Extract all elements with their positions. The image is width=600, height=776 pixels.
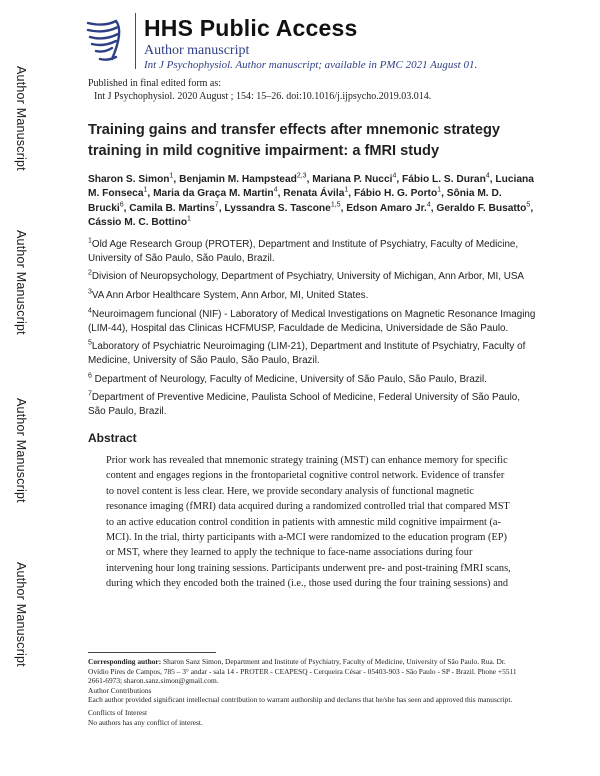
affiliation-text: Old Age Research Group (PROTER), Department and Institute of Psychiatry, Faculty of Medicine, University of São Paulo, São Paulo, Brazil. [88, 239, 519, 264]
author-affiliation-ref: 4 [392, 172, 397, 180]
author-name: Edson Amaro Jr. [346, 202, 427, 214]
hhs-title: HHS Public Access [144, 15, 358, 41]
affiliation-text: Laboratory of Psychiatric Neuroimaging (LIM-21), Department and Institute of Psychiatry, Faculty of Medicine, University of São Paulo, São Paulo, Brazil. [88, 341, 526, 366]
author-affiliation-ref: 1 [169, 172, 174, 180]
affiliation-number: 2 [88, 270, 92, 278]
author-name: Renata Ávila [283, 188, 345, 200]
affiliation-number: 7 [88, 391, 92, 399]
contributions-heading: Author Contributions [88, 685, 152, 695]
author-affiliation-ref: 5 [526, 201, 531, 209]
affiliation-item [88, 308, 540, 335]
author-affiliation-ref: 4 [273, 186, 278, 194]
author-affiliation-ref: 4 [426, 201, 431, 209]
author-name: Fábio H. G. Porto [353, 188, 438, 200]
author-name: Benjamin M. Hampstead [179, 174, 297, 185]
author-entry [312, 174, 396, 185]
author-entry [283, 188, 348, 199]
author-manuscript-sidebar [0, 0, 52, 776]
affiliation-item [88, 270, 540, 284]
affiliation-number: 5 [88, 340, 92, 348]
affiliation-text: Department of Neurology, Faculty of Medicine, University of São Paulo, São Paulo, Brazil. [91, 373, 487, 385]
author-affiliation-ref: 4 [485, 172, 490, 180]
hhs-header [82, 13, 542, 69]
author-affiliation-ref: 1 [437, 186, 442, 194]
author-name: Mariana P. Nucci [312, 174, 393, 185]
author-entry [402, 174, 490, 185]
affiliation-item [88, 373, 540, 387]
author-name: Luciana M. Fonseca [88, 174, 534, 200]
hhs-eagle-logo [82, 13, 128, 69]
affiliation-text: VA Ann Arbor Healthcare System, Ann Arbor, MI, United States. [91, 290, 369, 302]
author-manuscript-label: Author Manuscript [14, 66, 28, 171]
footnotes [88, 657, 518, 727]
author-manuscript-label: Author Manuscript [14, 230, 28, 335]
author-entry [436, 203, 530, 214]
author-name: Geraldo F. Busatto [436, 202, 527, 214]
journal-availability: Int J Psychophysiol. Author manuscript; available in PMC 2021 August 01. [144, 59, 478, 71]
author-entry [179, 174, 306, 185]
author-manuscript-label: Author Manuscript [14, 398, 28, 503]
affiliation-number: 6 [88, 372, 92, 380]
author-name: Camila B. Martins [129, 202, 215, 214]
author-affiliation-ref: 6 [119, 201, 124, 209]
footnote-rule [88, 652, 216, 653]
author-name: Maria da Graça M. Martin [153, 188, 274, 200]
conflicts-text: No authors has any conflict of interest. [88, 717, 203, 727]
affiliation-text: Department of Preventive Medicine, Paulista School of Medicine, Federal University of São Paulo, São Paulo, Brazil. [88, 392, 521, 418]
author-name: Lyssandra S. Tascone [224, 202, 331, 214]
author-entry [88, 174, 173, 185]
author-entry [88, 217, 191, 228]
author-entry [346, 203, 431, 214]
published-label: Published in final edited form as: [88, 78, 222, 89]
affiliation-item [88, 238, 540, 265]
affiliation-item [88, 391, 540, 418]
abstract-text: Prior work has revealed that mnemonic strategy training (MST) can enhance memory for specific content and engages regions in the frontoparietal cognitive control network. Evidence of transfer to novel content is less clear. Here, we provide secondary analysis of functional magnetic resonance imaging (fMRI) data acquired during a randomized controlled trial that compared MST to an active education control condition in patients with amnestic mild cognitive impairment (a-MCI). In the trial, thirty participants with a-MCI were randomized to the education program (EP) or MST, where they learned to apply the technique to face-name associations during four intervening hour long training sessions. Participants underwent pre- and post-training fMRI scans, during which they encoded both the trained (i.e., those used during the four training sessions) and [106, 455, 511, 590]
author-affiliation-ref: 1,5 [330, 201, 341, 209]
affiliation-number: 3 [88, 288, 92, 296]
abstract-heading: Abstract [88, 431, 137, 445]
author-entry [354, 188, 441, 199]
affiliation-text: Neuroimagem funcional (NIF) - Laboratory of Medical Investigations on Magnetic Resonance Imaging (LIM-44), Hospital das Clinicas HCFMUSP, Faculdade de Medicina, Universidade de São Paulo. [88, 308, 536, 334]
corresponding-author: Corresponding author: Sharon Sanz Simon, Department and Institute of Psychiatry, Faculty of Medicine, University of São Paulo. Rua. Dr. Ovídio Pires de Campos, 785 – 3° andar - sala 14 - PROTER - CEAPESQ - Cerqueira César - 05403-903 - São Paulo - SP - Brazil. Phone +5511 2661-6973; sharon.sanz.simon@gmail.com. [88, 657, 517, 686]
header-divider [135, 13, 136, 69]
author-list: Sharon S. Simon$^1$, Benjamin M. Hampstead$^{2,3}$, Mariana P. Nucci$^4$, Fábio L. S. Duran$^4$, Luciana M. Fonseca$^1$, Maria da Graça M. Martin$^4$, Renata Ávila$^1$, Fábio H. G. Porto$^1$, Sônia M. D. Brucki$^6$, Camila B. Martins$^7$, Lyssandra S. Tascone$^{1,5}$, Edson Amaro Jr.$^4$, Geraldo F. Busatto$^5$, Cássio M. C. Bottino$^1$ [88, 172, 534, 228]
author-affiliation-ref: 1 [143, 186, 148, 194]
conflicts-heading: Conflicts of Interest [88, 707, 148, 717]
published-citation: Int J Psychophysiol. 2020 August ; 154: 15–26. doi:10.1016/j.ijpsycho.2019.03.014. [94, 91, 432, 102]
author-name: Sharon S. Simon [88, 174, 170, 185]
author-affiliation-ref: 2,3 [296, 172, 307, 180]
author-entry [153, 188, 278, 199]
affiliation-item [88, 289, 540, 303]
author-name: Fábio L. S. Duran [402, 174, 486, 185]
author-name: Sônia M. D. Brucki [88, 188, 502, 214]
article-title: Training gains and transfer effects after mnemonic strategy training in mild cognitive impairment: a fMRI study [88, 122, 500, 159]
affiliation-item [88, 340, 540, 367]
author-affiliation-ref: 1 [187, 215, 191, 223]
published-in [88, 77, 431, 103]
author-affiliation-ref: 1 [344, 186, 349, 194]
author-entry [224, 203, 340, 214]
contributions-text: Each author provided significant intellectual contribution to warrant authorship and declares that he/she has seen and approved this manuscript. [88, 695, 513, 705]
affiliation-text: Division of Neuropsychology, Department of Psychiatry, University of Michigan, Ann Arbor, MI, USA [91, 271, 525, 283]
author-affiliation-ref: 7 [214, 201, 219, 209]
author-manuscript-label: Author Manuscript [14, 562, 28, 667]
author-manuscript-subtitle: Author manuscript [144, 43, 250, 58]
affiliation-number: 4 [88, 307, 92, 315]
author-entry [129, 203, 218, 214]
author-name: Cássio M. C. Bottino [88, 216, 188, 228]
affiliation-list [88, 238, 540, 424]
affiliation-number: 1 [88, 237, 92, 245]
